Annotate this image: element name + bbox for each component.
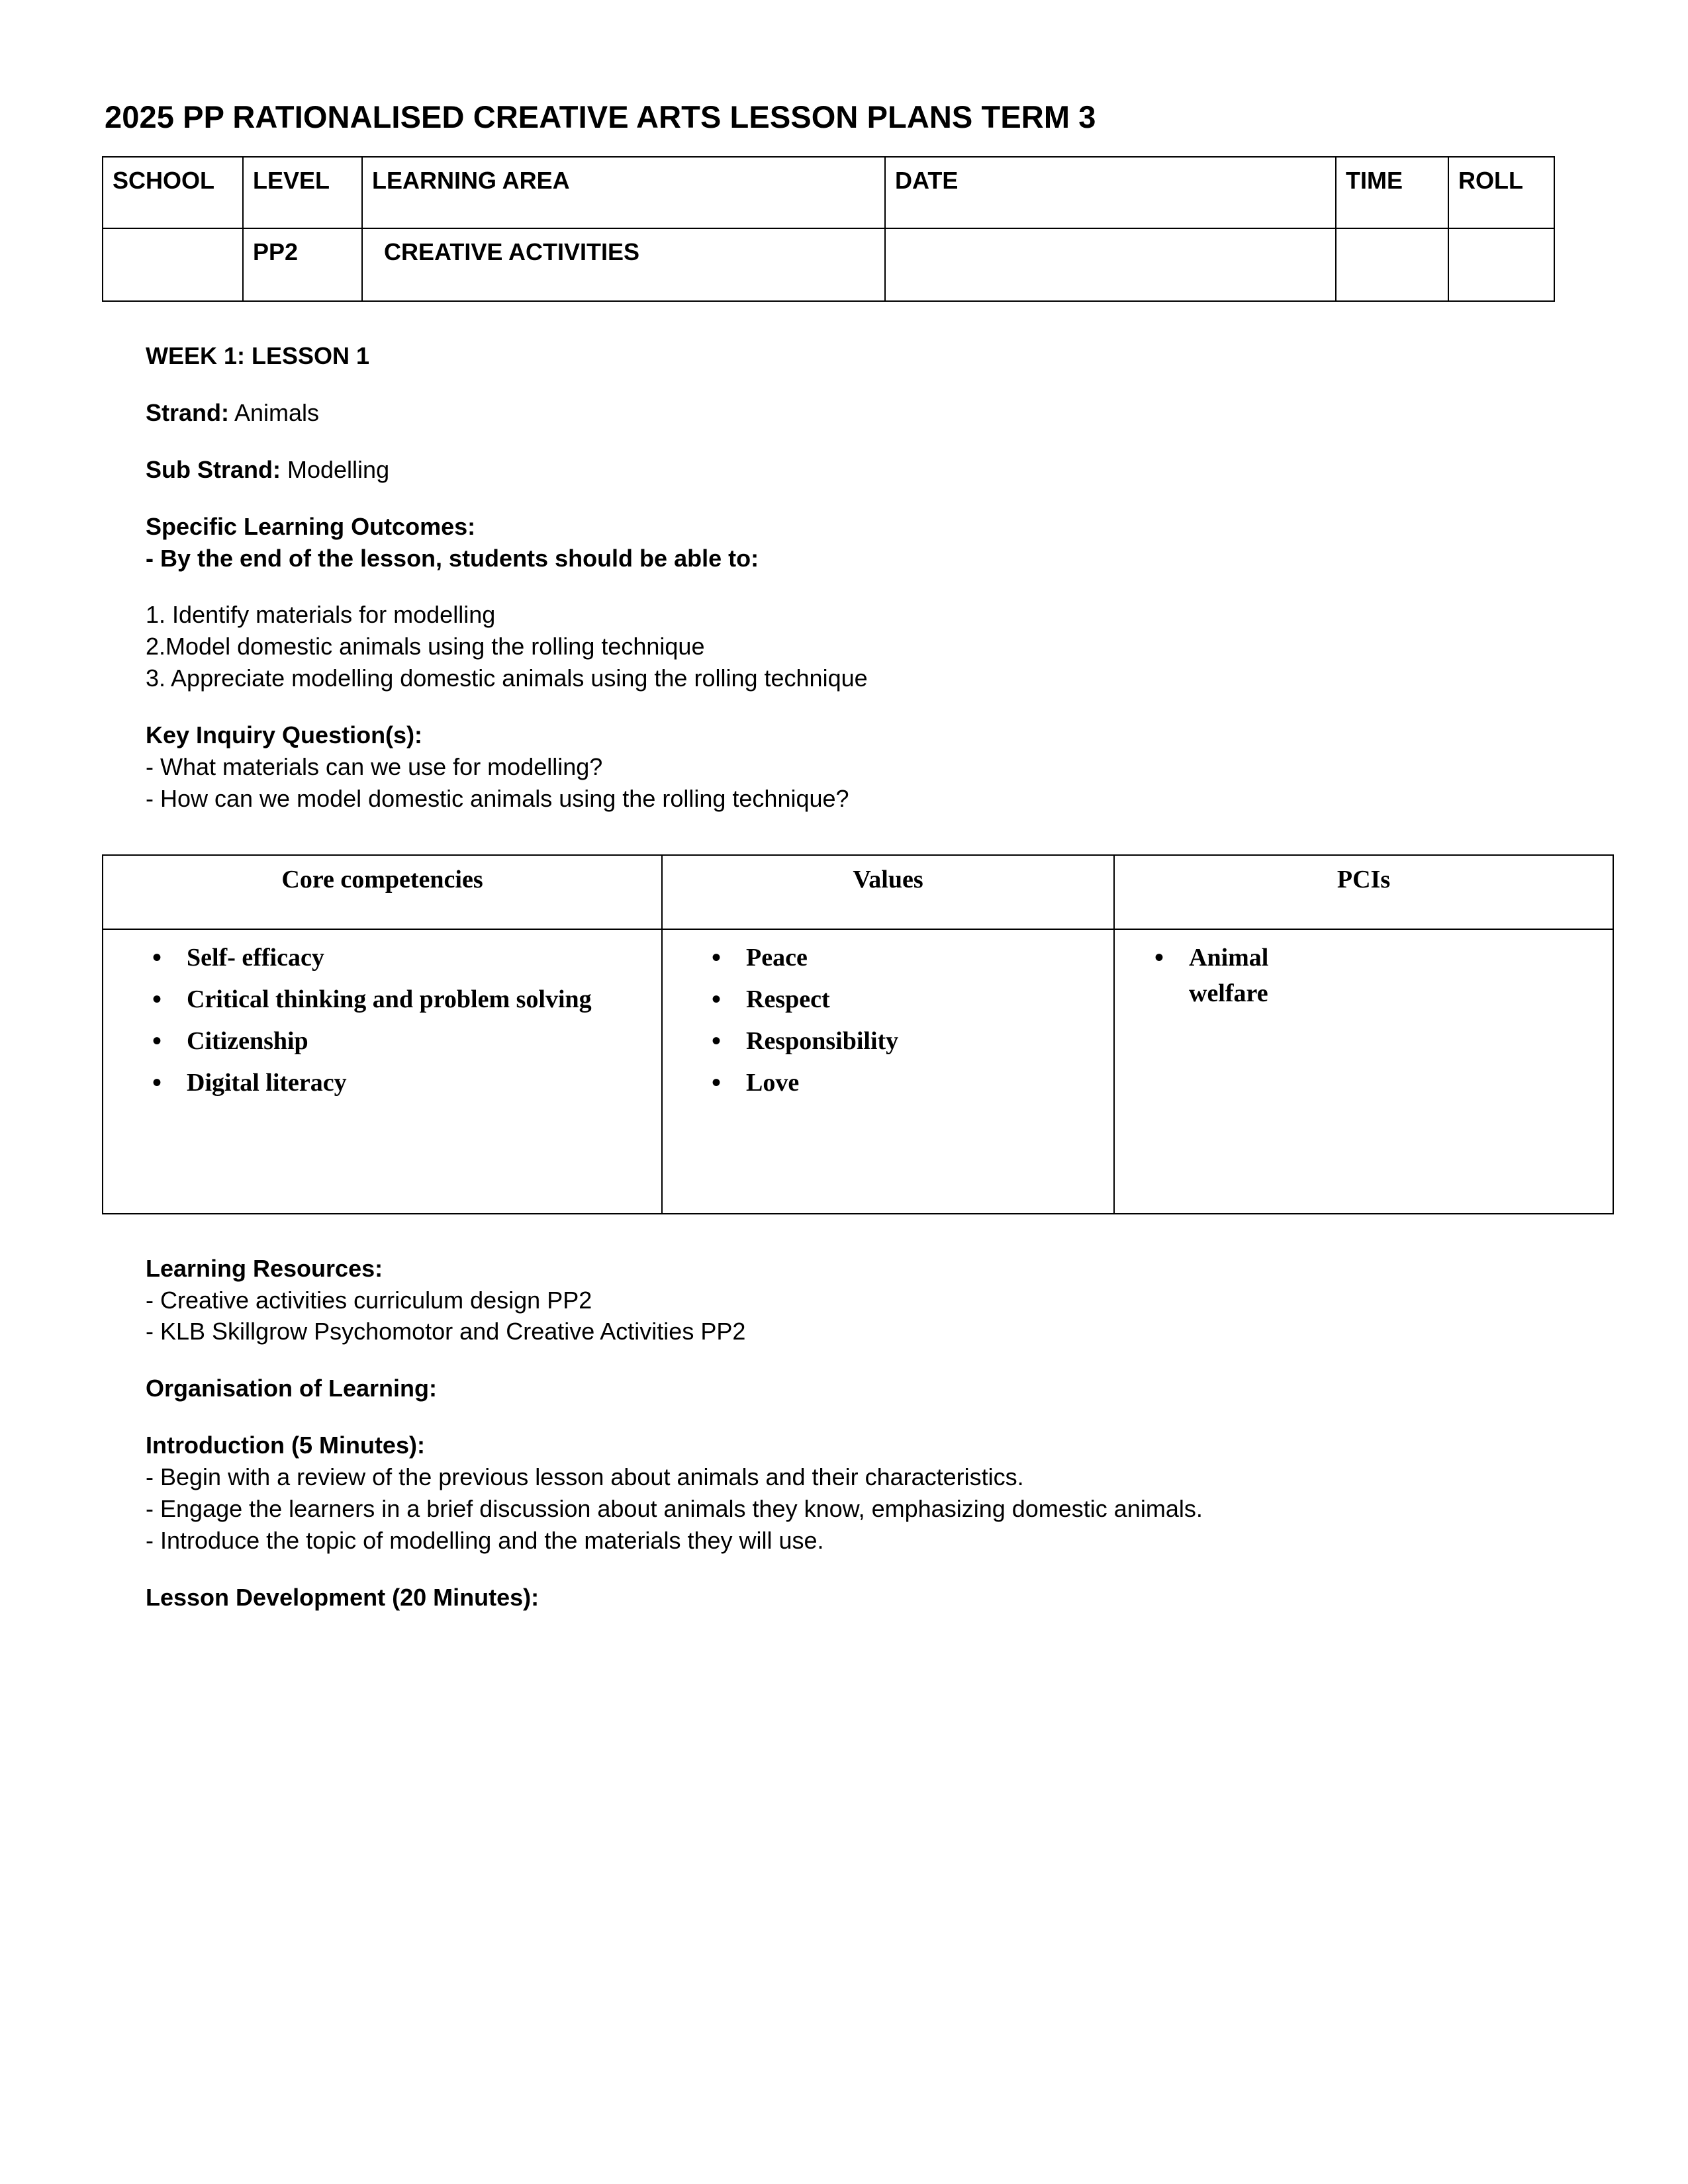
table-row bbox=[103, 157, 1554, 228]
page-title: 2025 PP RATIONALISED CREATIVE ARTS LESSON PLANS TERM 3 bbox=[105, 99, 1096, 134]
strand-line bbox=[146, 397, 1615, 429]
value-roll[interactable] bbox=[1448, 228, 1554, 301]
organisation-of-learning-heading: Organisation of Learning: bbox=[146, 1375, 438, 1402]
outcome-item: 3. Appreciate modelling domestic animals using the rolling technique bbox=[146, 664, 868, 692]
lesson-info-table bbox=[102, 156, 1555, 302]
list-item: • Citizenship bbox=[183, 1024, 655, 1060]
lower-sections bbox=[146, 1214, 1615, 1614]
learning-resources-heading: Learning Resources: bbox=[146, 1254, 383, 1282]
core-competencies-list bbox=[110, 940, 655, 1101]
value-date[interactable] bbox=[885, 228, 1336, 301]
week-lesson-heading: WEEK 1: LESSON 1 bbox=[146, 342, 370, 370]
list-item: • Responsibility bbox=[742, 1024, 1107, 1060]
header-pcis: PCIs bbox=[1114, 855, 1613, 929]
specific-learning-outcomes-heading: Specific Learning Outcomes: bbox=[146, 512, 476, 540]
strand-label: Strand: bbox=[146, 398, 229, 426]
cell-core-competencies bbox=[103, 929, 662, 1214]
header-date: DATE bbox=[885, 157, 1336, 228]
list-item: • Respect bbox=[742, 982, 1107, 1018]
list-item: • Digital literacy bbox=[183, 1066, 655, 1101]
sub-strand-value: Modelling bbox=[281, 455, 390, 483]
header-roll: ROLL bbox=[1448, 157, 1554, 228]
strand-value: Animals bbox=[229, 398, 320, 426]
table-row bbox=[103, 929, 1613, 1214]
resource-item: - KLB Skillgrow Psychomotor and Creative Activities PP2 bbox=[146, 1318, 746, 1345]
list-item: • Self- efficacy bbox=[183, 940, 655, 976]
table-row bbox=[103, 855, 1613, 929]
pcis-list bbox=[1121, 940, 1606, 1012]
value-time[interactable] bbox=[1336, 228, 1448, 301]
specific-learning-outcomes-subheading: - By the end of the lesson, students should be able to: bbox=[146, 544, 759, 572]
introduction-point: - Engage the learners in a brief discussion about animals they know, emphasizing domestic animals. bbox=[146, 1494, 1203, 1522]
header-learning-area: LEARNING AREA bbox=[362, 157, 885, 228]
header-school: SCHOOL bbox=[103, 157, 243, 228]
value-level[interactable]: PP2 bbox=[243, 228, 362, 301]
outcome-item: 1. Identify materials for modelling bbox=[146, 601, 496, 629]
header-level: LEVEL bbox=[243, 157, 362, 228]
cell-values bbox=[662, 929, 1114, 1214]
document-body bbox=[99, 99, 1615, 1614]
key-inquiry-heading: Key Inquiry Question(s): bbox=[146, 721, 423, 749]
introduction-heading: Introduction (5 Minutes): bbox=[146, 1432, 425, 1459]
list-item: • Critical thinking and problem solving bbox=[183, 982, 655, 1018]
sub-strand-line bbox=[146, 454, 1615, 486]
sub-strand-label: Sub Strand: bbox=[146, 455, 281, 483]
introduction-point: - Begin with a review of the previous lesson about animals and their characteristics. bbox=[146, 1463, 1024, 1491]
resource-item: - Creative activities curriculum design PP2 bbox=[146, 1286, 592, 1314]
introduction-point: - Introduce the topic of modelling and the materials they will use. bbox=[146, 1526, 824, 1554]
list-item: • Animal welfare bbox=[1185, 940, 1321, 1012]
cell-pcis bbox=[1114, 929, 1613, 1214]
lesson-development-heading: Lesson Development (20 Minutes): bbox=[146, 1583, 539, 1611]
inquiry-question: - How can we model domestic animals using the rolling technique? bbox=[146, 784, 849, 812]
inquiry-question: - What materials can we use for modelling? bbox=[146, 752, 603, 780]
value-learning-area[interactable]: CREATIVE ACTIVITIES bbox=[362, 228, 885, 301]
lesson-meta-section bbox=[146, 302, 1615, 815]
table-row bbox=[103, 228, 1554, 301]
list-item: • Love bbox=[742, 1066, 1107, 1101]
value-school[interactable] bbox=[103, 228, 243, 301]
list-item: • Peace bbox=[742, 940, 1107, 976]
header-time: TIME bbox=[1336, 157, 1448, 228]
values-list bbox=[669, 940, 1107, 1101]
competencies-values-pcis-table bbox=[102, 854, 1614, 1214]
header-values: Values bbox=[662, 855, 1114, 929]
outcome-item: 2.Model domestic animals using the rolling technique bbox=[146, 633, 705, 660]
header-core-competencies: Core competencies bbox=[103, 855, 662, 929]
